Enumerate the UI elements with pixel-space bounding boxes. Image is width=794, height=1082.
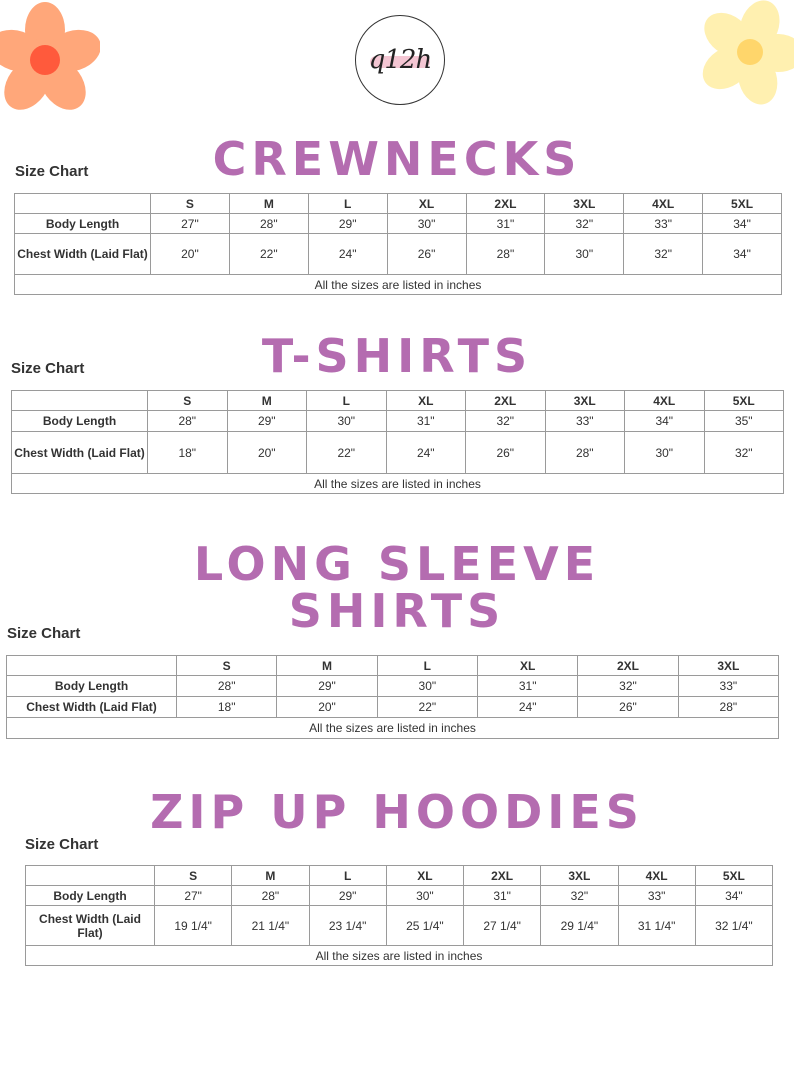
table-cell: 32"	[624, 234, 703, 275]
orange-flower-icon	[0, 0, 100, 120]
section-heading-t-shirts: T-SHIRTS	[261, 329, 533, 383]
table-cell: 20"	[151, 234, 230, 275]
table-row	[7, 676, 779, 697]
table-cell: 33"	[624, 214, 703, 234]
table-cell: 30"	[307, 411, 387, 432]
table-cell: 29 1/4"	[541, 906, 618, 946]
size-header: L	[377, 656, 477, 676]
section-heading-crewnecks: CREWNECKS	[212, 132, 582, 186]
table-cell: 34"	[625, 411, 705, 432]
size-chart-label: Size Chart	[11, 360, 85, 377]
row-label: Body Length	[7, 676, 177, 697]
table-cell: 32"	[578, 676, 678, 697]
table-cell: 31"	[477, 676, 577, 697]
size-header: L	[309, 866, 386, 886]
table-cell: 26"	[466, 432, 546, 474]
table-cell: 32"	[541, 886, 618, 906]
table-cell: 31 1/4"	[618, 906, 695, 946]
table-cell: 28"	[232, 886, 309, 906]
size-header: S	[148, 391, 228, 411]
table-row	[26, 906, 773, 946]
size-header: 5XL	[695, 866, 772, 886]
table-cell: 20"	[277, 697, 377, 718]
table-cell: 30"	[377, 676, 477, 697]
table-cell: 24"	[477, 697, 577, 718]
table-cell: 27"	[155, 886, 232, 906]
table-cell: 27"	[151, 214, 230, 234]
table-cell: 28"	[466, 234, 545, 275]
table-cell: 30"	[387, 214, 466, 234]
table-cell: 34"	[703, 214, 782, 234]
table-cell: 20"	[227, 432, 307, 474]
row-label: Chest Width (Laid Flat)	[26, 906, 155, 946]
size-chart-label: Size Chart	[15, 163, 89, 180]
section-heading-long-sleeve-line2: SHIRTS	[288, 584, 506, 638]
table-cell: 26"	[578, 697, 678, 718]
size-chart-label: Size Chart	[25, 836, 99, 853]
size-header: 5XL	[703, 194, 782, 214]
table-cell: 30"	[625, 432, 705, 474]
size-header: 4XL	[625, 391, 705, 411]
size-table-zip-up-hoodies	[25, 865, 773, 966]
size-header: XL	[387, 194, 466, 214]
table-footer-note: All the sizes are listed in inches	[7, 718, 779, 739]
size-header: XL	[386, 866, 463, 886]
size-header: S	[177, 656, 277, 676]
table-cell: 32"	[704, 432, 784, 474]
table-cell: 24"	[308, 234, 387, 275]
table-cell: 28"	[229, 214, 308, 234]
table-cell: 32 1/4"	[695, 906, 772, 946]
section-heading-long-sleeve-line1: LONG SLEEVE	[193, 537, 601, 591]
table-cell: 29"	[277, 676, 377, 697]
row-label: Body Length	[12, 411, 148, 432]
table-footer-note: All the sizes are listed in inches	[15, 275, 782, 295]
size-header: 3XL	[545, 391, 625, 411]
size-header: 2XL	[578, 656, 678, 676]
table-cell: 29"	[309, 886, 386, 906]
table-row	[12, 411, 784, 432]
yellow-flower-icon	[695, 0, 794, 112]
row-label: Body Length	[26, 886, 155, 906]
row-label: Chest Width (Laid Flat)	[12, 432, 148, 474]
size-header: 5XL	[704, 391, 784, 411]
size-header: 3XL	[541, 866, 618, 886]
size-header: S	[155, 866, 232, 886]
table-cell: 33"	[618, 886, 695, 906]
size-header: S	[151, 194, 230, 214]
brand-logo	[355, 15, 445, 105]
row-label: Body Length	[15, 214, 151, 234]
table-footer-note: All the sizes are listed in inches	[26, 946, 773, 966]
table-cell: 22"	[377, 697, 477, 718]
table-cell: 22"	[229, 234, 308, 275]
size-table-crewnecks	[14, 193, 782, 295]
size-header: M	[229, 194, 308, 214]
table-cell: 23 1/4"	[309, 906, 386, 946]
size-header: M	[232, 866, 309, 886]
corner-cell	[26, 866, 155, 886]
table-cell: 34"	[703, 234, 782, 275]
size-header: L	[308, 194, 387, 214]
table-cell: 28"	[678, 697, 778, 718]
table-cell: 26"	[387, 234, 466, 275]
table-cell: 33"	[545, 411, 625, 432]
table-cell: 30"	[386, 886, 463, 906]
size-header: 2XL	[466, 391, 546, 411]
table-row	[15, 214, 782, 234]
size-header: 3XL	[678, 656, 778, 676]
table-cell: 28"	[148, 411, 228, 432]
logo-text: q12h	[368, 45, 432, 75]
corner-cell	[15, 194, 151, 214]
table-cell: 30"	[545, 234, 624, 275]
size-header: 2XL	[466, 194, 545, 214]
table-cell: 18"	[148, 432, 228, 474]
size-header: M	[277, 656, 377, 676]
size-table-t-shirts	[11, 390, 784, 494]
table-cell: 22"	[307, 432, 387, 474]
table-cell: 32"	[466, 411, 546, 432]
size-table-long-sleeve	[6, 655, 779, 739]
table-cell: 29"	[227, 411, 307, 432]
table-cell: 34"	[695, 886, 772, 906]
size-chart-label: Size Chart	[7, 625, 81, 642]
row-label: Chest Width (Laid Flat)	[15, 234, 151, 275]
table-row	[26, 886, 773, 906]
table-cell: 18"	[177, 697, 277, 718]
size-header: M	[227, 391, 307, 411]
size-header: XL	[477, 656, 577, 676]
table-cell: 33"	[678, 676, 778, 697]
size-header: 3XL	[545, 194, 624, 214]
section-heading-zip-up-hoodies: ZIP UP HOODIES	[150, 785, 644, 839]
size-header: XL	[386, 391, 466, 411]
table-cell: 32"	[545, 214, 624, 234]
size-header: 4XL	[618, 866, 695, 886]
corner-cell	[7, 656, 177, 676]
size-header: 2XL	[464, 866, 541, 886]
row-label: Chest Width (Laid Flat)	[7, 697, 177, 718]
table-cell: 25 1/4"	[386, 906, 463, 946]
table-cell: 19 1/4"	[155, 906, 232, 946]
size-header: 4XL	[624, 194, 703, 214]
table-row	[15, 234, 782, 275]
table-cell: 31"	[464, 886, 541, 906]
corner-cell	[12, 391, 148, 411]
table-cell: 24"	[386, 432, 466, 474]
table-cell: 27 1/4"	[464, 906, 541, 946]
table-cell: 28"	[545, 432, 625, 474]
table-cell: 31"	[386, 411, 466, 432]
table-cell: 31"	[466, 214, 545, 234]
table-footer-note: All the sizes are listed in inches	[12, 474, 784, 494]
table-cell: 35"	[704, 411, 784, 432]
table-row	[7, 697, 779, 718]
table-cell: 28"	[177, 676, 277, 697]
table-row	[12, 432, 784, 474]
size-header: L	[307, 391, 387, 411]
table-cell: 21 1/4"	[232, 906, 309, 946]
table-cell: 29"	[308, 214, 387, 234]
